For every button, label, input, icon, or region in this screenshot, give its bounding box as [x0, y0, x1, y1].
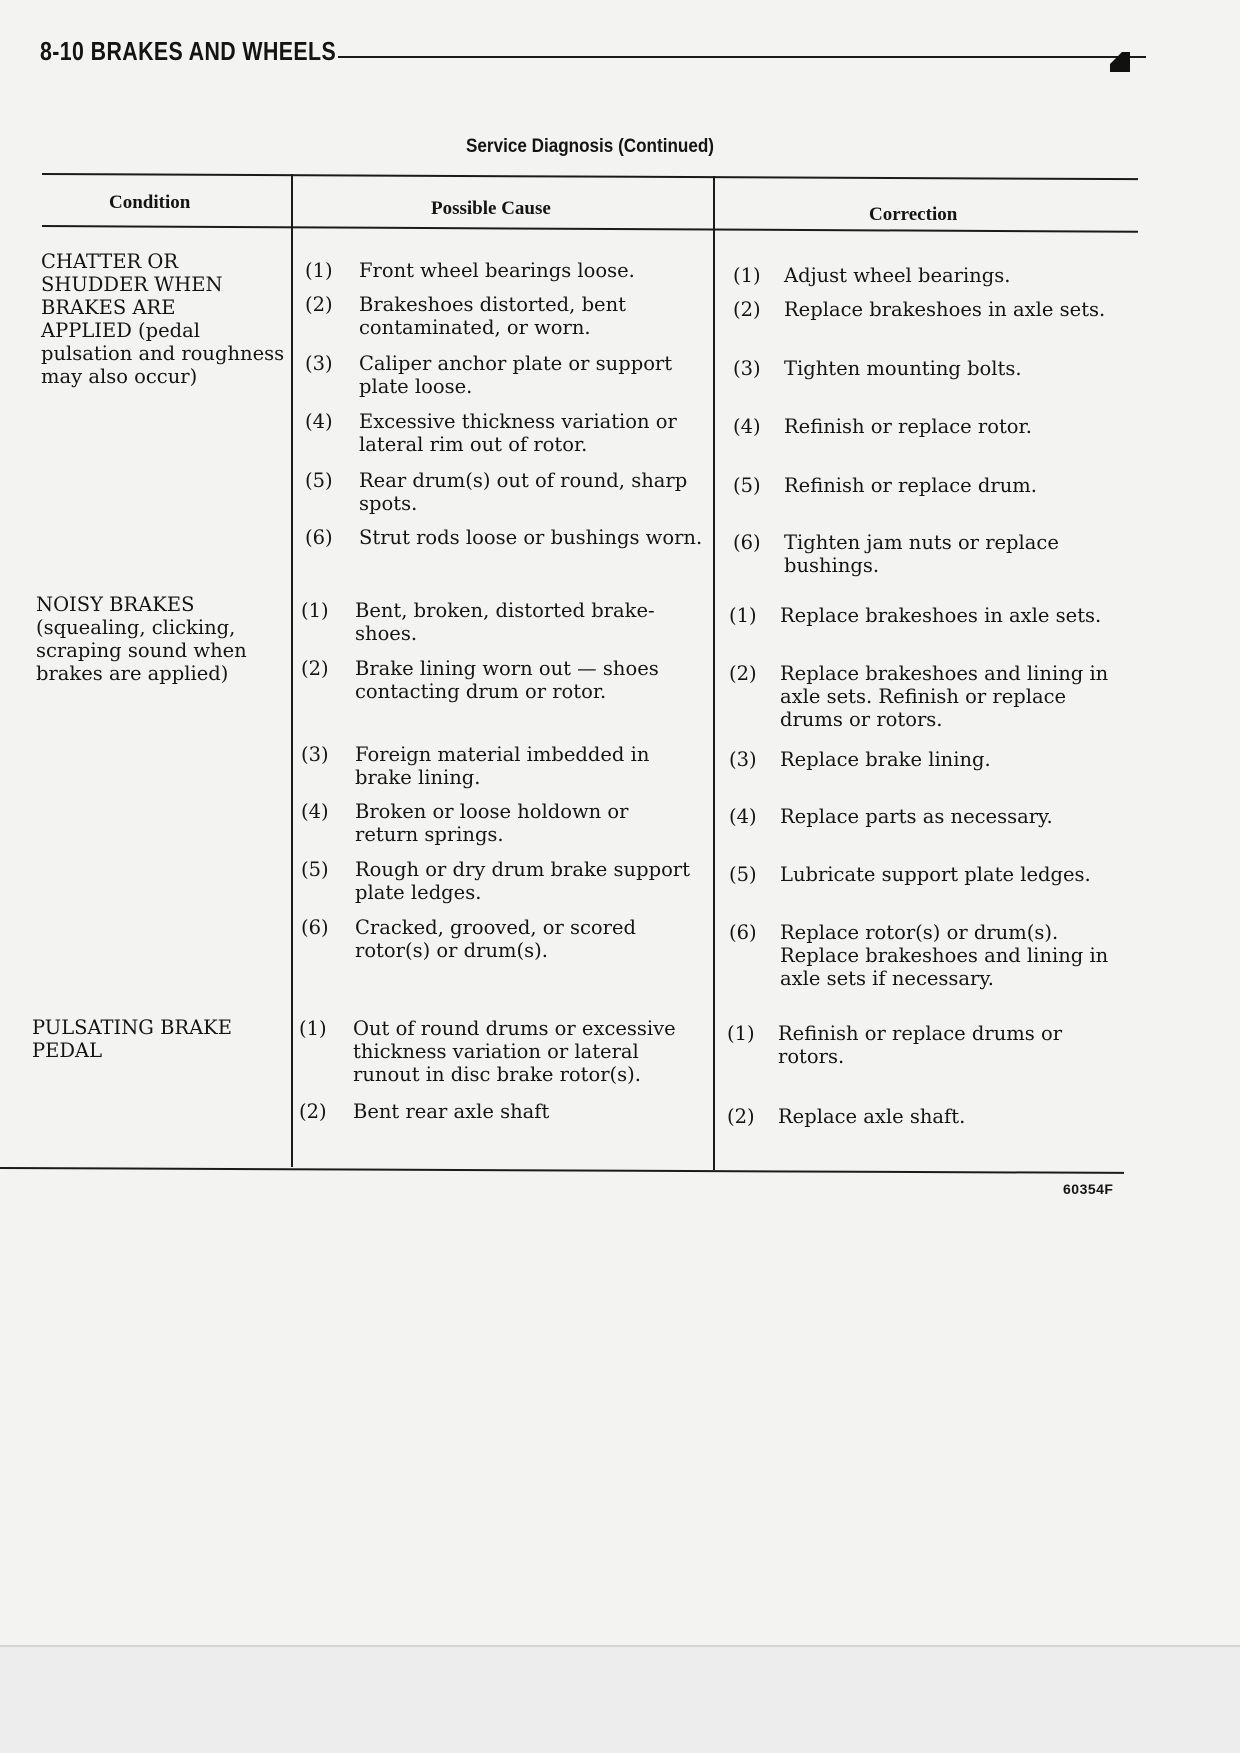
condition-cell	[32, 1016, 232, 1062]
correction-cell	[780, 805, 1053, 828]
condition-line: CHATTER OR	[41, 250, 179, 273]
cause-line: runout in disc brake rotor(s).	[353, 1063, 641, 1086]
correction-line: Refinish or replace rotor.	[784, 415, 1032, 438]
header-bottom-rule	[42, 225, 1138, 233]
correction-cell	[784, 357, 1022, 380]
correction-cell	[780, 604, 1101, 627]
correction-cell	[784, 298, 1105, 321]
cause-number: (3)	[305, 352, 333, 375]
cause-line: Rear drum(s) out of round, sharp	[359, 469, 688, 492]
cause-cell	[355, 916, 636, 962]
correction-line: Replace rotor(s) or drum(s).	[780, 921, 1059, 944]
condition-line: PULSATING BRAKE	[32, 1016, 232, 1039]
condition-line: may also occur)	[41, 365, 198, 388]
cause-number: (2)	[299, 1100, 327, 1123]
condition-line: BRAKES ARE	[41, 296, 176, 319]
correction-number: (1)	[733, 264, 761, 287]
correction-line: bushings.	[784, 554, 880, 577]
correction-line: Lubricate support plate ledges.	[780, 863, 1091, 886]
cause-cell	[359, 526, 702, 549]
correction-line: axle sets if necessary.	[780, 967, 994, 990]
correction-number: (1)	[729, 604, 757, 627]
cause-cell	[355, 800, 629, 846]
column-header-condition: Condition	[109, 192, 191, 213]
cause-line: contaminated, or worn.	[359, 316, 591, 339]
correction-number: (1)	[727, 1022, 755, 1045]
cause-cell	[359, 293, 626, 339]
condition-line: pulsation and roughness	[41, 342, 285, 365]
cause-line: rotor(s) or drum(s).	[355, 939, 548, 962]
correction-line: rotors.	[778, 1045, 845, 1068]
correction-line: drums or rotors.	[780, 708, 943, 731]
column-divider-correction	[713, 176, 715, 1170]
correction-cell	[784, 415, 1032, 438]
correction-line: Replace axle shaft.	[778, 1105, 966, 1128]
cause-line: thickness variation or lateral	[353, 1040, 639, 1063]
cause-line: Bent, broken, distorted brake-	[355, 599, 655, 622]
correction-number: (4)	[733, 415, 761, 438]
cause-number: (6)	[301, 916, 329, 939]
cause-line: plate ledges.	[355, 881, 482, 904]
correction-line: Refinish or replace drums or	[778, 1022, 1063, 1045]
condition-line: SHUDDER WHEN	[41, 273, 223, 296]
correction-cell	[778, 1022, 1062, 1068]
correction-number: (2)	[729, 662, 757, 685]
table-title: Service Diagnosis (Continued)	[465, 136, 714, 157]
correction-number: (2)	[727, 1105, 755, 1128]
correction-number: (5)	[733, 474, 761, 497]
correction-line: Replace parts as necessary.	[780, 805, 1053, 828]
cause-number: (1)	[299, 1017, 327, 1040]
condition-line: (squealing, clicking,	[36, 616, 236, 639]
cause-line: lateral rim out of rotor.	[359, 433, 588, 456]
correction-cell	[784, 531, 1059, 577]
cause-cell	[355, 599, 655, 645]
cause-cell	[353, 1100, 549, 1123]
cause-line: Rough or dry drum brake support	[355, 858, 690, 881]
corner-mark-icon-base	[1110, 64, 1122, 72]
cause-line: spots.	[359, 492, 418, 515]
correction-line: Replace brakeshoes and lining in	[780, 944, 1109, 967]
correction-cell	[780, 662, 1108, 731]
cause-cell	[359, 410, 677, 456]
corner-mark-icon	[1110, 52, 1122, 64]
cause-number: (1)	[301, 599, 329, 622]
correction-cell	[784, 474, 1037, 497]
correction-cell	[780, 863, 1091, 886]
cause-number: (3)	[301, 743, 329, 766]
figure-code: 60354F	[1063, 1181, 1114, 1197]
cause-number: (4)	[305, 410, 333, 433]
condition-line: NOISY BRAKES	[36, 593, 195, 616]
correction-number: (5)	[729, 863, 757, 886]
cause-line: plate loose.	[359, 375, 473, 398]
correction-number: (4)	[729, 805, 757, 828]
correction-line: Tighten jam nuts or replace	[784, 531, 1059, 554]
correction-cell	[780, 748, 991, 771]
cause-cell	[355, 858, 690, 904]
cause-line: Broken or loose holdown or	[355, 800, 629, 823]
correction-line: Replace brakeshoes in axle sets.	[784, 298, 1106, 321]
cause-line: shoes.	[355, 622, 418, 645]
cause-line: brake lining.	[355, 766, 481, 789]
cause-cell	[359, 259, 635, 282]
cause-number: (5)	[305, 469, 333, 492]
cause-line: Excessive thickness variation or	[359, 410, 677, 433]
cause-line: Out of round drums or excessive	[353, 1017, 676, 1040]
correction-line: Replace brakeshoes in axle sets.	[780, 604, 1102, 627]
table-bottom-rule	[0, 1167, 1124, 1174]
correction-line: Replace brakeshoes and lining in	[780, 662, 1109, 685]
cause-cell	[353, 1017, 676, 1086]
condition-cell	[36, 593, 247, 685]
cause-number: (1)	[305, 259, 333, 282]
correction-number: (6)	[729, 921, 757, 944]
condition-line: PEDAL	[32, 1039, 103, 1062]
correction-line: Tighten mounting bolts.	[784, 357, 1022, 380]
cause-line: Brake lining worn out — shoes	[355, 657, 659, 680]
cause-cell	[359, 469, 687, 515]
cause-line: Bent rear axle shaft	[353, 1100, 550, 1123]
page-title: 8-10 BRAKES AND WHEELS	[40, 36, 337, 66]
page-header	[40, 32, 1140, 72]
cause-number: (2)	[301, 657, 329, 680]
cause-cell	[355, 743, 649, 789]
correction-cell	[784, 264, 1010, 287]
cause-cell	[355, 657, 659, 703]
cause-line: Foreign material imbedded in	[355, 743, 650, 766]
cause-number: (5)	[301, 858, 329, 881]
correction-number: (3)	[733, 357, 761, 380]
correction-line: Adjust wheel bearings.	[784, 264, 1011, 287]
correction-number: (6)	[733, 531, 761, 554]
cause-line: return springs.	[355, 823, 504, 846]
cause-number: (4)	[301, 800, 329, 823]
cause-line: Strut rods loose or bushings worn.	[359, 526, 703, 549]
correction-line: axle sets. Refinish or replace	[780, 685, 1067, 708]
column-header-cause: Possible Cause	[431, 198, 551, 219]
cause-cell	[359, 352, 672, 398]
correction-number: (3)	[729, 748, 757, 771]
corner-mark-icon-bar	[1122, 52, 1130, 72]
correction-line: Replace brake lining.	[780, 748, 991, 771]
condition-line: brakes are applied)	[36, 662, 229, 685]
cause-line: Caliper anchor plate or support	[359, 352, 673, 375]
cause-line: contacting drum or rotor.	[355, 680, 607, 703]
condition-line: scraping sound when	[36, 639, 247, 662]
condition-line: APPLIED (pedal	[41, 319, 201, 342]
header-rule	[338, 56, 1146, 58]
column-divider-condition	[291, 174, 293, 1167]
cause-line: Brakeshoes distorted, bent	[359, 293, 626, 316]
condition-cell	[41, 250, 284, 388]
cause-line: Cracked, grooved, or scored	[355, 916, 637, 939]
correction-line: Refinish or replace drum.	[784, 474, 1037, 497]
cause-number: (2)	[305, 293, 333, 316]
cause-number: (6)	[305, 526, 333, 549]
cause-line: Front wheel bearings loose.	[359, 259, 635, 282]
correction-cell	[780, 921, 1108, 990]
correction-number: (2)	[733, 298, 761, 321]
column-header-correction: Correction	[869, 204, 958, 225]
correction-cell	[778, 1105, 965, 1128]
table-top-rule	[42, 173, 1138, 180]
